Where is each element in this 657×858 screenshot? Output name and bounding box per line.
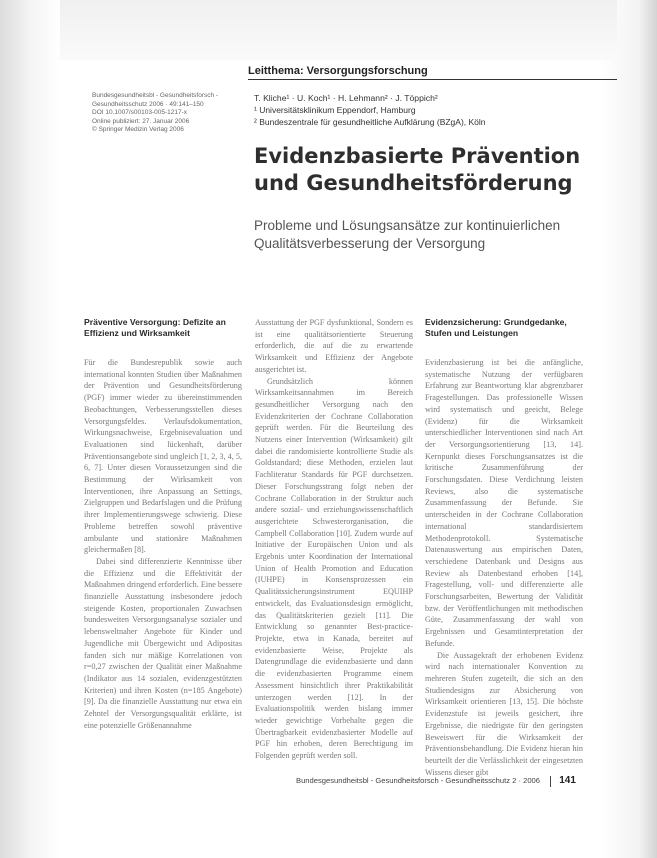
scan-top-shading — [60, 0, 617, 60]
page-number: 141 — [559, 775, 576, 786]
title-line: und Gesundheitsförderung — [254, 171, 573, 195]
body-paragraph: Ausstattung der PGF dysfunktional, Sondern es ist eine qualitätsorientierte Steuerung erforderlich, die auf die zu erwartende Wirksamkeit und Effizienz der Angebote ausgerichtet ist. — [255, 318, 413, 374]
column-heading: Evidenzsicherung: Grundgedanke, Stufen und Leistungen — [425, 317, 567, 338]
journal-reference: Bundesgesundheitsbl - Gesundheitsforsch - Gesundheitsschutz 2 · 2006 — [296, 776, 540, 785]
author-names: T. Kliche¹ · U. Koch¹ · H. Lehmann² · J. Töppich² — [254, 93, 438, 103]
body-paragraph: Evidenzbasierung ist bei die anfängliche, systematische Nutzung der verfügbaren Erfahrung zur Beantwortung klar abgrenzbarer Fragestellungen. Das professionelle Wissen wird systematisch und geeicht, Belege (Evidenz) für die Wirksamkeit unterschiedlicher Interventionen sind nach Art der Versorgungsorientierung [13, 14]. Kernpunkt dieses Forschungsansatzes ist die kritische Zusammenführung der Forschungsdaten. Diese Verdichtung leisten Reviews, also die systematische Zusammenfassung der Befunde. Sie unterscheiden in der Cochrane Collaboration international standardisiertem Methodenprotokoll. Systematische Datenauswertung aus empirischen Daten, verschiedene Datenbank und Designs aus Review als Datenbestand erhoben [14], Fragestellung, voll- und differenzierte alle Forschungsarbeiten, Bewertung der Validität bzw. der Veröffentlichungen mit methodischen Güte, Zusammenfassung der wahl von Ergebnissen und Gesamtinterpretation der Befunde. — [425, 358, 583, 648]
page-footer — [296, 775, 606, 787]
article-title — [254, 143, 614, 197]
scan-edge-shadow — [639, 0, 657, 858]
footer-divider — [550, 776, 551, 787]
text-column-1 — [84, 317, 242, 732]
meta-line: © Springer Medizin Verlag 2006 — [92, 126, 184, 134]
citation-meta — [92, 92, 242, 135]
meta-line: Bundesgesundheitsbl - Gesundheitsforsch - — [92, 92, 219, 99]
article-subtitle — [254, 217, 614, 253]
meta-line: DOI 10.1007/s00103-005-1217-x — [92, 109, 188, 117]
text-column-2 — [255, 317, 413, 762]
body-paragraph: Für die Bundesrepublik sowie auch international konnten Studien über Maßnahmen der Prävention und Gesundheitsförderung (PGF) immer wieder zu übereinstimmenden Beobachtungen, Verbesserungsstellen dieses Versorgungsfeldes. Verlaufsdokumentation, Wirkungsnachweise, Ergebnisevaluation und Evaluationen sind lückenhaft, darüber Präventionsangebote sind ungleich [1, 2, 3, 4, 5, 6, 7]. Unter diesen Voraussetzungen sind die Bestimmung der Wirksamkeit von Interventionen, ihre Anpassung an Settings, Zielgruppen und Bedarfslagen und die Prüfung ihrer Implementierungswege schwierig. Diese Probleme betreffen sowohl präventive ambulante und stationäre Maßnahmen gleichermaßen [8]. — [84, 358, 242, 555]
column-heading: Präventive Versorgung: Defizite an Effizienz und Wirksamkeit — [84, 317, 226, 338]
meta-line: Online publiziert: 27. Januar 2006 — [92, 117, 190, 125]
author-block — [254, 92, 594, 128]
subtitle-line: Qualitätsverbesserung der Versorgung — [254, 236, 486, 251]
title-line: Evidenzbasierte Prävention — [254, 144, 581, 168]
body-paragraph: Die Aussagekraft der erhobenen Evidenz wird nach internationaler Konvention zu mehreren Stufen zugeteilt, die sich an den Studiendesigns zur Absicherung von Wirksamkeit orientieren [13, 15]. Die höchste Evidenzstufe ist jeweils gesichert, ihre Ergebnisse, die niedrigste für den geringsten Beweiswert für die Wirksamkeit der Präventionsbehandlung. Die Evidenz hieran hin beurteilt der die Verlässlichkeit der eingesetzten Wissens dieser gibt — [425, 650, 583, 777]
section-header: Leitthema: Versorgungsforschung — [248, 65, 617, 80]
body-paragraph: Dabei sind differenzierte Kenntnisse über die Effizienz und die Effektivität der Maßnahmen dringend erforderlich. Eine bessere finanzielle Ausstattung insbesondere jedoch steigende Kosten, proportionalen Zuwachsen bundesweiten Versorgungsanalyse sozialer und lebensweltnaher Angebote für Kinder und Jugendliche mit Übergewicht und Adipositas fanden sich nur mäßige Korrelationen von r=0,27 zwischen der Qualität einer Maßnahme (Indikator aus 14 sozialen, evidenzgestützten Kriterien) und ihren Kosten (n=185 Angebote) [9]. Da die finanzielle Ausstattung nur etwa ein Zehntel der Versorgungsqualität erklärte, ist eine potenzielle Größenannahme — [84, 556, 243, 730]
affiliation-2: ² Bundeszentrale für gesundheitliche Aufklärung (BZgA), Köln — [254, 117, 486, 127]
text-column-3 — [425, 317, 583, 778]
subtitle-line: Probleme und Lösungsansätze zur kontinuierlichen — [254, 218, 561, 233]
meta-line: Gesundheitsschutz 2006 · 49:141–150 — [92, 100, 204, 108]
body-paragraph: Grundsätzlich können Wirksamkeitsannahmen im Bereich gesundheitlicher Versorgung nach den Evidenzkriterien der Cochrane Collaboration geprüft werden. Für die Beurteilung des Nutzens einer Intervention (Wirksamkeit) gilt dabei die randomisierte kontrollierte Studie als Goldstandard; diese Methoden, erzielen laut Fachliteratur Standards für PGF durchsetzen. Dieser Forschungsstrang folgt neben der Cochrane Collaboration in der Struktur auch andere sozial- und erziehungswissenschaftlich ausgerichtete Schwesterorganisation, die Campbell Collaboration [10]. Zudem wurde auf Initiative der Europäischen Union und als Ergebnis unter Koordination der International Union of Health Promotion and Education (IUHPE) in Konsensprozessen ein Qualitätssicherungsinstrument EQUIHP entwickelt, das Evaluationsdesign ermöglicht, das Qualitätskriterien gezielt [11]. Die Entwicklung so genannter Best-practice-Projekte, etwa in Kanada, bereitet auf evidenzbasierte Weise, Projekte als Datengrundlage die evidenzbasierte und dann die evidenzbasierten Programme einem Assessment hinsichtlich ihrer Praktikabilität unterzogen werden [12]. In der Evaluationspolitik werden bislang immer wieder gewichtige Vorbehalte gegen die Übertragbarkeit evidenzbasierter Modelle auf PGF hin erhoben, deren Berechtigung im Folgenden geprüft werden soll. — [255, 376, 413, 761]
affiliation-1: ¹ Universitätsklinikum Eppendorf, Hamburg — [254, 105, 416, 115]
